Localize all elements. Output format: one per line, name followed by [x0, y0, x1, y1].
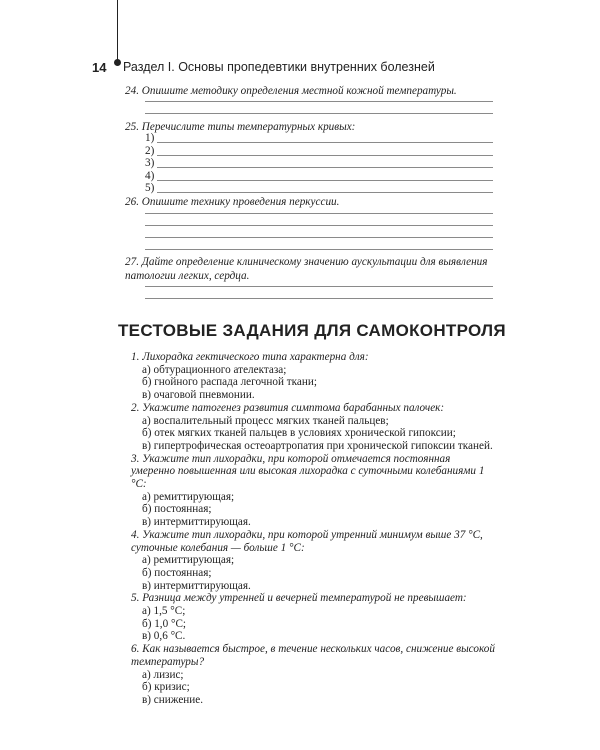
answer-line: [157, 192, 493, 193]
test-option: б) гнойного распада легочной ткани;: [142, 376, 317, 389]
answer-line: [157, 180, 493, 181]
answer-line: [145, 101, 493, 102]
test-option: а) ремиттирующая;: [142, 554, 235, 567]
test-option: а) 1,5 °С;: [142, 605, 186, 618]
question-27: 27. Дайте определение клиническому значению аускультации для выявления патологии легких, сердца.: [125, 256, 488, 282]
test-option: в) интермиттирующая.: [142, 516, 251, 529]
list-number: 1): [145, 132, 155, 144]
test-question: 4. Укажите тип лихорадки, при которой утренний минимум выше 37 °С, суточные колебания — больше 1 °С:: [131, 528, 483, 554]
list-number: 3): [145, 157, 155, 169]
section-heading: ТЕСТОВЫЕ ЗАДАНИЯ ДЛЯ САМОКОНТРОЛЯ: [118, 321, 506, 340]
answer-line: [145, 286, 493, 287]
answer-line: [145, 249, 493, 250]
list-number: 4): [145, 170, 155, 182]
page-number: 14: [92, 60, 107, 75]
list-line: [145, 157, 154, 170]
test-option: а) лизис;: [142, 668, 184, 681]
test-option: в) очаговой пневмонии.: [142, 389, 255, 402]
question-26: 26. Опишите технику проведения перкуссии.: [125, 196, 340, 208]
test-option: б) постоянная;: [142, 566, 212, 579]
question-24: 24. Опишите методику определения местной кожной температуры.: [125, 85, 457, 97]
list-number: 5): [145, 182, 155, 194]
test-item: [131, 402, 496, 453]
list-line: [145, 132, 154, 145]
test-question: 6. Как называется быстрое, в течение нескольких часов, снижение высокой температуры?: [131, 643, 495, 668]
running-head: Раздел I. Основы пропедевтики внутренних болезней: [123, 60, 435, 74]
test-item: [131, 643, 496, 707]
list-number: 2): [145, 145, 155, 157]
test-option: б) кризис;: [142, 681, 190, 694]
test-question: 3. Укажите тип лихорадки, при которой отмечается постоянная умеренно повышенная или высокая лихорадка с суточными колебаниями 1 °С:: [131, 452, 485, 491]
answer-line: [145, 237, 493, 238]
test-option: б) 1,0 °С;: [142, 617, 187, 630]
margin-dot: [114, 59, 121, 66]
test-item: [131, 351, 496, 402]
answer-line: [145, 113, 493, 114]
margin-line: [117, 0, 118, 60]
test-option: а) обтурационного ателектаза;: [142, 363, 287, 376]
test-item: [131, 529, 496, 593]
test-question: 5. Разница между утренней и вечерней температурой не превышает:: [131, 592, 467, 605]
answer-line: [157, 167, 493, 168]
answer-line: [145, 298, 493, 299]
test-option: в) интермиттирующая.: [142, 579, 251, 592]
test-item: [131, 592, 496, 643]
answer-line: [145, 225, 493, 226]
list-line: [145, 182, 154, 195]
answer-line: [157, 155, 493, 156]
test-option: а) ремиттирующая;: [142, 490, 235, 503]
test-option: б) отек мягких тканей пальцев в условиях хронической гипоксии;: [142, 427, 456, 440]
test-option: в) снижение.: [142, 693, 204, 706]
answer-line: [145, 213, 493, 214]
test-option: в) гипертрофическая остеоартропатия при хронической гипоксии тканей.: [142, 439, 493, 452]
test-question: 1. Лихорадка гектического типа характерна для:: [131, 351, 369, 363]
test-item: [131, 453, 496, 529]
answer-line: [157, 142, 493, 143]
test-option: в) 0,6 °С.: [142, 630, 186, 643]
test-option: а) воспалительный процесс мягких тканей пальцев;: [142, 414, 389, 427]
test-question: 2. Укажите патогенез развития симптома барабанных палочек:: [131, 401, 445, 414]
question-25: 25. Перечислите типы температурных кривых:: [125, 121, 356, 133]
test-list: [131, 351, 496, 707]
test-option: б) постоянная;: [142, 503, 212, 516]
